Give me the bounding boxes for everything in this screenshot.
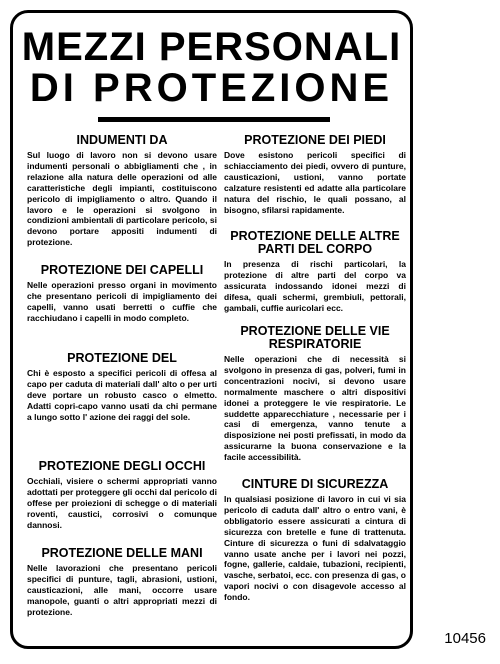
section-heading: PROTEZIONE DELLE MANI [41,546,203,560]
section-capo [27,352,217,423]
section-piedi [224,134,406,215]
section-heading: PROTEZIONE DEL [67,351,177,365]
section-heading: PROTEZIONE DELLE ALTRE PARTI DEL CORPO [230,229,400,256]
sign-title-line-2: DI PROTEZIONE [29,66,394,110]
sign-title-line-1: MEZZI PERSONALI [21,25,402,69]
section-body: Nelle operazioni che di necessità si svolgono in presenza di gas, polveri, fumi in concentrazioni nocivi, si devono usare normalmente maschere o altri dispositivi idonei a proteggere le vie respiratorie. Le suddette apparecchiature , necessarie per i casi di emergenza, vanno tenute a disposizione nei posti prefissati, in modo da assicurarne la buona conservazione e la facile accessibilità. [224,354,406,463]
section-body: Nelle lavorazioni che presentano pericoli specifici di punture, tagli, abrasioni, ustioni, causticazioni, alle mani, occorre usare manopole, guanti o altri appropriati mezzi di protezione. [27,563,217,617]
section-heading: CINTURE DI SICUREZZA [241,477,389,491]
section-heading: PROTEZIONE DEI PIEDI [244,133,386,147]
product-code: 10456 [444,630,486,647]
section-mani [27,547,217,618]
section-body: Nelle operazioni presso organi in movimento che presentano pericoli di impigliamento dei capelli, vanno usati berretti o cuffie che racchiudano i capelli in modo completo. [27,280,217,323]
section-heading: INDUMENTI DA [76,133,168,147]
section-body: Occhiali, visiere o schermi appropriati vanno adottati per proteggere gli occhi dal pericolo di offese per proiezioni di schegge o di materiali roventi, caustici, corrosivi o comunque dannosi. [27,476,217,530]
section-body: Chi è esposto a specifici pericoli di offesa al capo per caduta di materiali dall' alto o per urti deve portare un robusto casco o elmetto. Adatti copri-capo vanno usati da chi permane a lungo sotto l' azione dei raggi del sole. [27,368,217,422]
section-vie-respiratorie [224,325,406,463]
section-heading: PROTEZIONE DEGLI OCCHI [38,459,206,473]
section-corpo [224,230,406,314]
section-occhi [27,460,217,531]
section-cinture [224,478,406,603]
title-underline [98,117,330,122]
section-capelli [27,264,217,324]
section-indumenti [27,134,217,248]
section-heading: PROTEZIONE DELLE VIE RESPIRATORIE [240,324,390,351]
section-heading: PROTEZIONE DEI CAPELLI [40,263,204,277]
section-body: In presenza di rischi particolari, la protezione di altre parti del corpo va assicurata indossando idonei mezzi di difesa, quali schermi, grembiuli, pettorali, gambali, cuffie auricolari ecc. [224,259,406,313]
section-body: In qualsiasi posizione di lavoro in cui vi sia pericolo di caduta dall' altro o entro vani, è obbligatorio essere assicurati a cintura di sicurezza con bretelle e fune di trattenuta. Cinture di sicurezza o funi di sdalvataggio vanno usate anche per i lavori nei pozzi, fogne, gallerie, caldaie, tubazioni, recipienti, vasche, serbatoi, ecc. con presenza di gas, o vapori nocivi o con disagevole accesso al fondo. [224,494,406,603]
section-body: Sul luogo di lavoro non si devono usare indumenti personali o abbigliamenti che , in relazione alla natura delle operazioni od alle caratteristiche degli impianti, costituiscono pericolo di impigliamento o altro. Quando il lavoro e le operazioni si svolgono in condizioni ambientali di particolare pericolo, si devono portare appositi indumenti di protezione. [27,150,217,248]
section-body: Dove esistono pericoli specifici di schiacciamento dei piedi, ovvero di punture, causticazioni, ustioni, vanno portate calzature resistenti ed adatte alla particolare natura del rischio, le quali possano, al bisogno, sfilarsi rapidamente. [224,150,406,215]
